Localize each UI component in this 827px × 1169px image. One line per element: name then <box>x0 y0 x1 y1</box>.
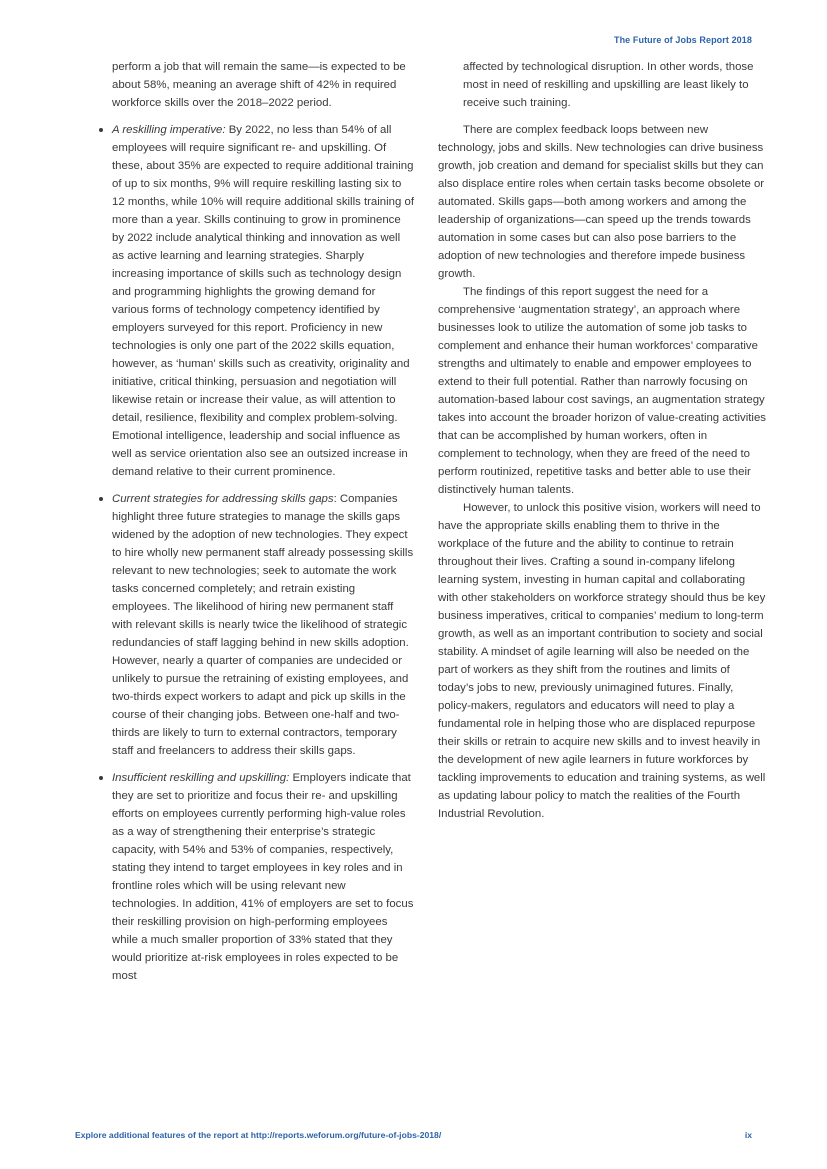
running-header: The Future of Jobs Report 2018 <box>613 35 752 45</box>
bullet-text: By 2022, no less than 54% of all employees will require significant re- and upskilling. Of these, about 35% are expected to require additional training of up to six months, 9% will require reskilling lasting six to 12 months, while 10% will require additional skills training of more than a year. Skills continuing to grow in prominence by 2022 include analytical thinking and innovation as well as active learning and learning strategies. Sharply increasing importance of skills such as technology design and programming highlights the growing demand for various forms of technology competency identified by employers surveyed for this report. Proficiency in new technologies is only one part of the 2022 skills equation, however, as ‘human’ skills such as creativity, originality and initiative, critical thinking, persuasion and negotiation will likewise retain or increase their value, as will attention to detail, resilience, flexibility and complex problem-solving. Emotional intelligence, leadership and social influence as well as service orientation also see an outsized increase in demand relative to their current prominence. <box>112 124 415 478</box>
body-paragraph: There are complex feedback loops between new technology, jobs and skills. New technologies can drive business growth, job creation and demand for specialist skills but they can also displace entire roles when certain tasks become obsolete or automated. Skills gaps—both among workers and among the leadership of organizations—can speed up the trends towards automation in some cases but can also pose barriers to the adoption of new technologies and therefore impede business growth. <box>438 124 765 280</box>
body-paragraph: The findings of this report suggest the need for a comprehensive ‘augmentation strategy’, an approach where businesses look to utilize the automation of some job tasks to complement and enhance their human workforces’ comparative strengths and ultimately to enable and empower employees to extend to their full potential. Rather than narrowly focusing on automation-based labour cost savings, an augmentation strategy takes into account the broader horizon of value-creating activities that can be accomplished by human workers, often in complement to technology, when they are freed of the need to perform routinized, repetitive tasks and better able to use their distinctively human talents. <box>438 286 766 496</box>
bullet-dot-icon <box>99 128 103 132</box>
page-number: ix <box>744 1130 752 1140</box>
page-footer <box>75 1130 752 1140</box>
left-column <box>75 58 415 994</box>
bullet-item <box>75 121 415 481</box>
continuation-paragraph: affected by technological disruption. In other words, those most in need of reskilling and upskilling are least likely to receive such training. <box>463 61 754 109</box>
bullet-list <box>75 121 415 985</box>
bullet-text: Employers indicate that they are set to prioritize and focus their re- and upskilling efforts on employees currently performing high-value roles as a way of strengthening their enterprise’s strategic capacity, with 54% and 53% of companies, respectively, stating they intend to target employees in key roles and in frontline roles which will be using relevant new technologies. In addition, 41% of employers are set to focus their reskilling provision on high-performing employees while a much smaller proportion of 33% stated that they would prioritize at-risk employees in roles expected to be most <box>112 772 414 982</box>
bullet-text: : Companies highlight three future strategies to manage the skills gaps widened by the adoption of new technologies. They expect to hire wholly new permanent staff already possessing skills relevant to new technologies; seek to automate the work tasks concerned completely; and retrain existing employees. The likelihood of hiring new permanent staff with relevant skills is nearly twice the likelihood of strategic redundancies of staff lagging behind in new skills adoption. However, nearly a quarter of companies are undecided or unlikely to pursue the retraining of existing employees, and two-thirds expect workers to adapt and pick up skills in the course of their changing jobs. Between one-half and two-thirds are likely to turn to external contractors, temporary staff and freelancers to address their skills gaps. <box>112 493 414 757</box>
bullet-item <box>75 490 415 760</box>
body-paragraph: However, to unlock this positive vision, workers will need to have the appropriate skills enabling them to thrive in the workplace of the future and the ability to continue to retrain throughout their lives. Crafting a sound in-company lifelong learning system, investing in human capital and collaborating with other stakeholders on workforce strategy should thus be key business imperatives, critical to companies’ medium to long-term growth, as well as an important contribution to society and social stability. A mindset of agile learning will also be needed on the part of workers as they shift from the routines and limits of today’s jobs to new, previously unimagined futures. Finally, policy-makers, regulators and educators will need to play a fundamental role in helping those who are displaced repurpose their skills or retrain to acquire new skills and to invest heavily in the development of new agile learners in future workforces by tackling improvements to education and training systems, as well as updating labour policy to match the realities of the Fourth Industrial Revolution. <box>438 502 766 820</box>
bullet-item <box>75 769 415 985</box>
continuation-paragraph: perform a job that will remain the same—is expected to be about 58%, meaning an average shift of 42% in required workforce skills over the 2018–2022 period. <box>112 61 406 109</box>
bullet-dot-icon <box>99 497 103 501</box>
bullet-lead: Insufficient reskilling and upskilling: <box>112 772 290 784</box>
bullet-lead: Current strategies for addressing skills gaps <box>112 493 334 505</box>
bullet-dot-icon <box>99 776 103 780</box>
bullet-lead: A reskilling imperative: <box>112 124 226 136</box>
right-column <box>438 58 766 823</box>
footer-link[interactable]: Explore additional features of the report at http://reports.weforum.org/future-of-jobs-2018/ <box>75 1130 442 1140</box>
